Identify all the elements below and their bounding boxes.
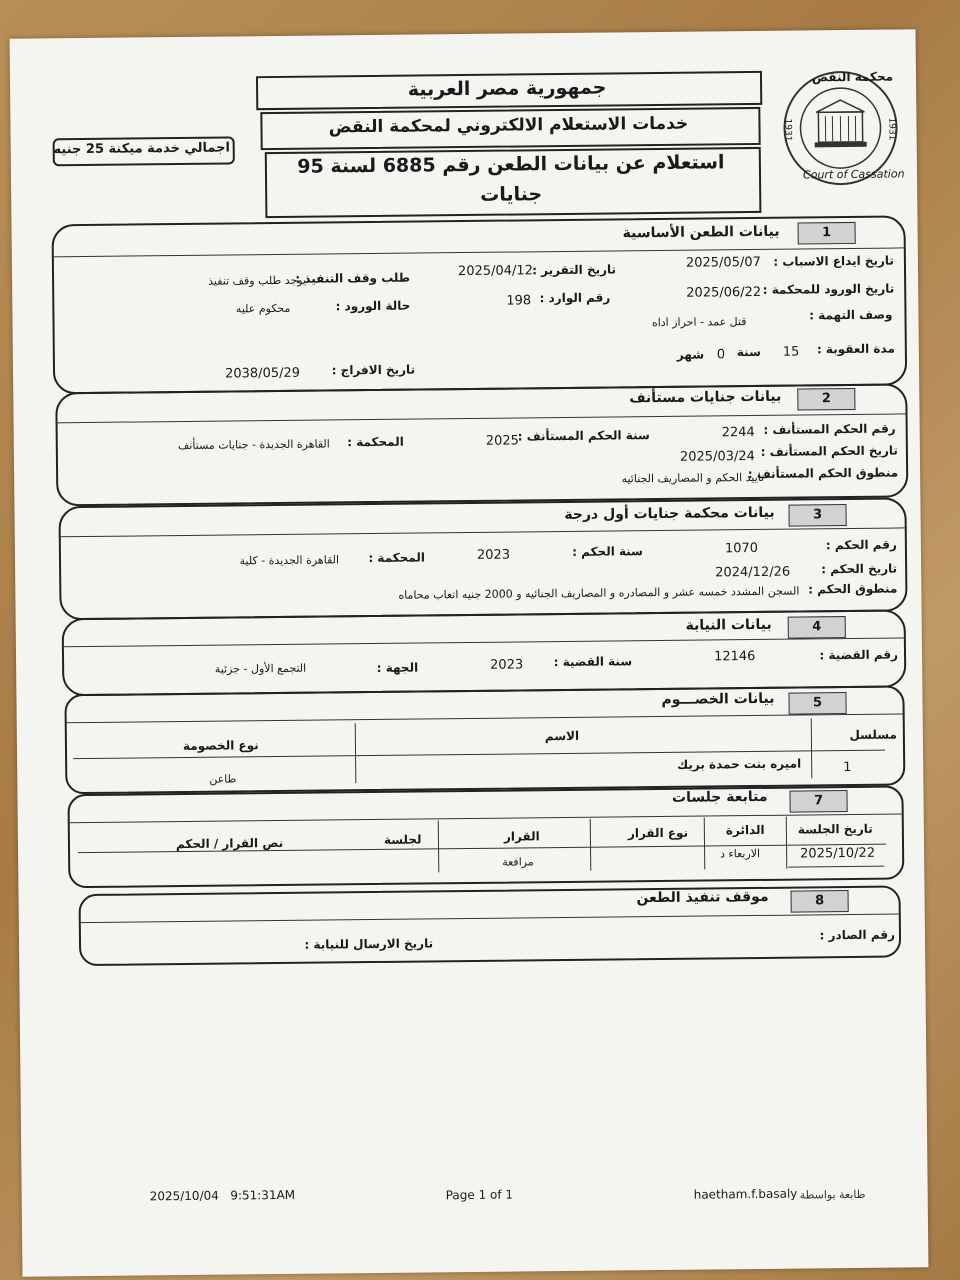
page-number: Page 1 of 1	[445, 1187, 514, 1203]
charge-value: قتل عمد - احراز اداه	[651, 315, 747, 330]
arrival-label: تاريخ الورود للمحكمة :	[762, 281, 895, 297]
court-seal	[780, 67, 905, 188]
deposit-value: 2025/05/07	[685, 254, 761, 271]
seal-year-left: 1931	[782, 118, 793, 142]
case-value: 12146	[713, 649, 756, 665]
inquiry-line2: جنايات	[480, 183, 543, 206]
parties-col-type: نوع الخصومة	[182, 738, 259, 754]
first-no-value: 1070	[724, 540, 759, 557]
appeal-date-label: تاريخ الحكم المستأنف :	[760, 443, 898, 459]
party-serial: 1	[843, 760, 852, 776]
sessions-col-decision: القرار	[503, 829, 540, 844]
sessions-col-next: لجلسة	[383, 832, 422, 847]
party-type: طاعن	[209, 772, 237, 786]
section-8-frame	[79, 885, 902, 966]
release-label: تاريخ الافراج :	[331, 362, 416, 378]
first-date-label: تاريخ الحكم :	[821, 561, 898, 577]
appeal-year-value: 2025	[485, 433, 519, 449]
session-date: 2025/10/22	[800, 845, 876, 862]
first-verdict-label: منطوق الحكم :	[808, 581, 898, 597]
penalty-years: 15	[782, 344, 800, 360]
section-8-number: 8	[791, 890, 849, 913]
section-1-frame	[51, 215, 907, 394]
section-4-number: 4	[788, 616, 846, 639]
case-year-label: سنة القضية :	[553, 654, 633, 670]
inquiry-line1: استعلام عن بيانات الطعن رقم 6885 لسنة 95	[297, 151, 725, 178]
section-2-number: 2	[797, 388, 855, 411]
incoming-label: رقم الوارد :	[539, 290, 611, 306]
penalty-year-word: سنة	[736, 344, 761, 360]
first-year-label: سنة الحكم :	[572, 544, 644, 559]
appeal-verdict-label: منطوق الحكم المستأنف :	[747, 465, 899, 482]
first-year-value: 2023	[476, 547, 511, 563]
service-title: خدمات الاستعلام الالكتروني لمحكمة النقض	[328, 113, 689, 138]
country-title: جمهورية مصر العربية	[407, 76, 607, 101]
section-8-title: موقف تنفيذ الطعن	[636, 888, 769, 907]
seal-english: Court of Cassation	[802, 167, 905, 182]
appeal-year-label: سنة الحكم المستأنف :	[517, 428, 650, 444]
appeal-court-label: المحكمة :	[347, 434, 404, 450]
issued-label: رقم الصادر :	[819, 927, 896, 943]
charge-label: وصف التهمة :	[809, 307, 893, 323]
penalty-month-word: شهر	[676, 347, 705, 362]
section-1-number: 1	[798, 222, 856, 245]
session-circuit: الاربعاء د	[720, 846, 761, 861]
section-5-title: بيانات الخصـــوم	[661, 690, 775, 708]
party-name: اميره بنت حمدة بريك	[677, 756, 802, 772]
side-label: الجهة :	[376, 660, 419, 675]
sent-label: تاريخ الارسال للنيابة :	[304, 936, 434, 952]
appeal-court-value: القاهرة الجديدة - جنايات مستأنف	[177, 437, 330, 453]
section-7-title: متابعة جلسات	[671, 788, 768, 806]
printed-by-label: طابعة بواسطة	[799, 1187, 866, 1202]
penalty-months: 0	[716, 347, 726, 363]
section-4-title: بيانات النيابة	[685, 616, 772, 634]
fee-note: اجمالي خدمة ميكنة 25 جنيه	[53, 140, 230, 158]
incoming-value: 198	[506, 293, 532, 309]
appeal-no-value: 2244	[721, 424, 755, 441]
first-court-value: القاهرة الجديدة - كلية	[239, 553, 340, 568]
report-label: تاريخ التقرير :	[532, 262, 617, 278]
case-label: رقم القضية :	[819, 647, 899, 663]
section-3-number: 3	[788, 504, 846, 527]
section-3-title: بيانات محكمة جنايات أول درجة	[564, 504, 775, 523]
first-verdict-value: السجن المشدد خمسه عشر و المصادره و المصاريف الجنائيه و 2000 جنيه اتعاب محاماه	[398, 584, 800, 602]
section-7-number: 7	[789, 790, 847, 813]
sessions-col-text: نص القرار / الحكم	[175, 835, 284, 852]
section-5-number: 5	[788, 692, 846, 715]
appeal-date-value: 2025/03/24	[679, 448, 755, 465]
first-no-label: رقم الحكم :	[825, 537, 897, 553]
section-2-title: بيانات جنايات مستأنف	[629, 388, 782, 407]
section-4-frame	[62, 609, 907, 696]
release-value: 2038/05/29	[224, 365, 301, 382]
status-value: محكوم عليه	[235, 301, 291, 316]
seal-year-right: 1931	[886, 117, 897, 141]
session-decision: مرافعة	[502, 855, 534, 869]
status-label: حالة الورود :	[335, 298, 411, 314]
first-date-value: 2024/12/26	[715, 564, 791, 581]
case-year-value: 2023	[490, 657, 524, 673]
parties-col-name: الاسم	[544, 728, 580, 744]
seal-arabic: محكمة النقض	[811, 69, 894, 85]
printed-by-user: haetham.f.basaly	[693, 1186, 798, 1202]
sessions-col-circuit: الدائرة	[725, 822, 765, 838]
sessions-col-date: تاريخ الجلسة	[797, 821, 873, 837]
print-datetime: 2025/10/04 9:51:31AM	[149, 1187, 296, 1204]
first-court-label: المحكمة :	[368, 550, 426, 566]
arrival-value: 2025/06/22	[686, 284, 762, 301]
parties-col-serial: مسلسل	[849, 727, 897, 743]
report-value: 2025/04/12	[457, 263, 534, 280]
printed-page	[10, 29, 929, 1276]
appeal-no-label: رقم الحكم المستأنف :	[763, 421, 896, 437]
penalty-label: مدة العقوبة :	[816, 341, 895, 357]
appeal-verdict-value: تاييد الحكم و المصاريف الجنائيه	[621, 470, 765, 486]
section-1-title: بيانات الطعن الأساسية	[622, 223, 780, 242]
side-value: التجمع الأول - جزئية	[214, 661, 307, 676]
sessions-col-type: نوع القرار	[627, 825, 689, 841]
stay-label: طلب وقف التنفيذ :	[295, 270, 411, 286]
stay-value: يوجد طلب وقف تنفيذ	[208, 273, 307, 288]
deposit-label: تاريخ ايداع الاسباب :	[773, 253, 894, 269]
